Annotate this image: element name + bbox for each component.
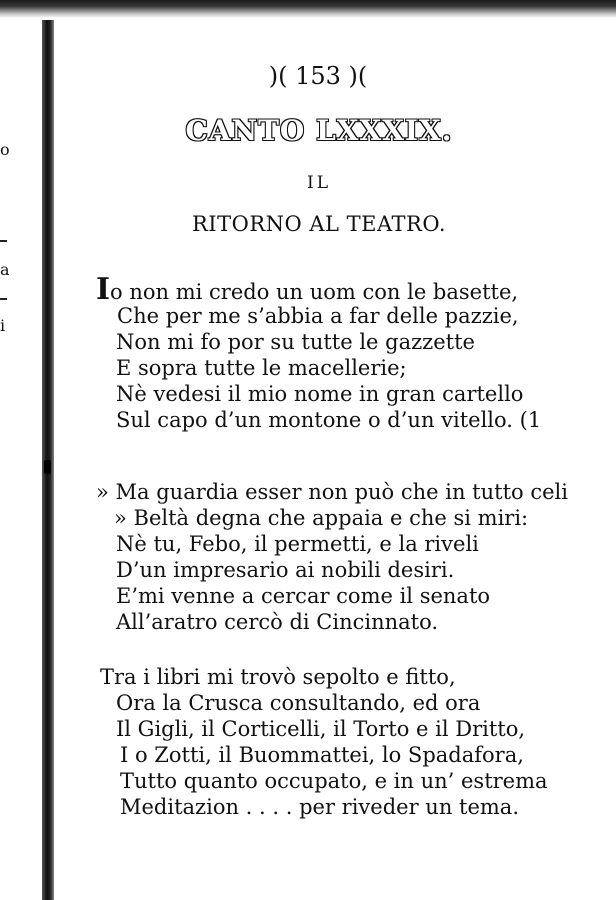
- verse-line: Non mi fo por su tutte le gazzette: [116, 330, 475, 354]
- footnote-marker: (1: [519, 408, 542, 432]
- verse-line: Tutto quanto occupato, e in un’ estrema: [120, 769, 548, 793]
- stanza-3: [96, 664, 548, 820]
- title-article: IL: [306, 173, 331, 193]
- verse-line: D’un impresario ai nobili desiri.: [116, 558, 455, 582]
- scan-top-edge: [0, 0, 616, 18]
- verse-line: Meditazion . . . . per riveder un tema.: [120, 795, 519, 819]
- verse-line: Sul capo d’un montone o d’un vitello. (1: [116, 408, 542, 432]
- facing-page-fragment: o: [0, 140, 10, 159]
- verse-line: Tra i libri mi trovò sepolto e fitto,: [100, 665, 456, 689]
- drop-cap: I: [96, 272, 111, 307]
- facing-page-fragment: i: [0, 316, 6, 335]
- facing-page-mark: [0, 298, 7, 300]
- stanza-1: [96, 272, 542, 433]
- verse-line: Che per me s’abbia a far delle pazzie,: [117, 304, 519, 328]
- stanza-2: [96, 479, 568, 635]
- verse-line: I o Zotti, il Buommattei, lo Spadafora,: [120, 743, 524, 767]
- verse-line: » Beltà degna che appaia e che si miri:: [114, 506, 529, 530]
- page-number: )( 153 )(: [268, 62, 368, 90]
- verse-line: Nè tu, Febo, il permetti, e la riveli: [116, 532, 479, 556]
- verse-line: » Ma guardia esser non può che in tutto celi: [96, 480, 568, 504]
- verse-line: Io non mi credo un uom con le basette,: [96, 272, 519, 307]
- facing-page-fragment: a: [0, 260, 10, 279]
- verse-line: Ora la Crusca consultando, ed ora: [116, 691, 481, 715]
- poem-subtitle: RITORNO AL TEATRO.: [191, 212, 447, 236]
- facing-page-margin: [0, 18, 46, 900]
- verse-line: All’aratro cercò di Cincinnato.: [116, 610, 439, 634]
- verse-line: Il Gigli, il Corticelli, il Torto e il Dritto,: [116, 717, 526, 741]
- verse-line: E’mi venne a cercar come il senato: [116, 584, 491, 608]
- binding-mark: [44, 460, 51, 474]
- verse-line: E sopra tutte le macellerie;: [116, 356, 407, 380]
- facing-page-mark: [0, 240, 7, 242]
- canto-title: CANTO LXXXIX.: [185, 114, 453, 147]
- verse-line: Nè vedesi il mio nome in gran cartello: [116, 382, 524, 406]
